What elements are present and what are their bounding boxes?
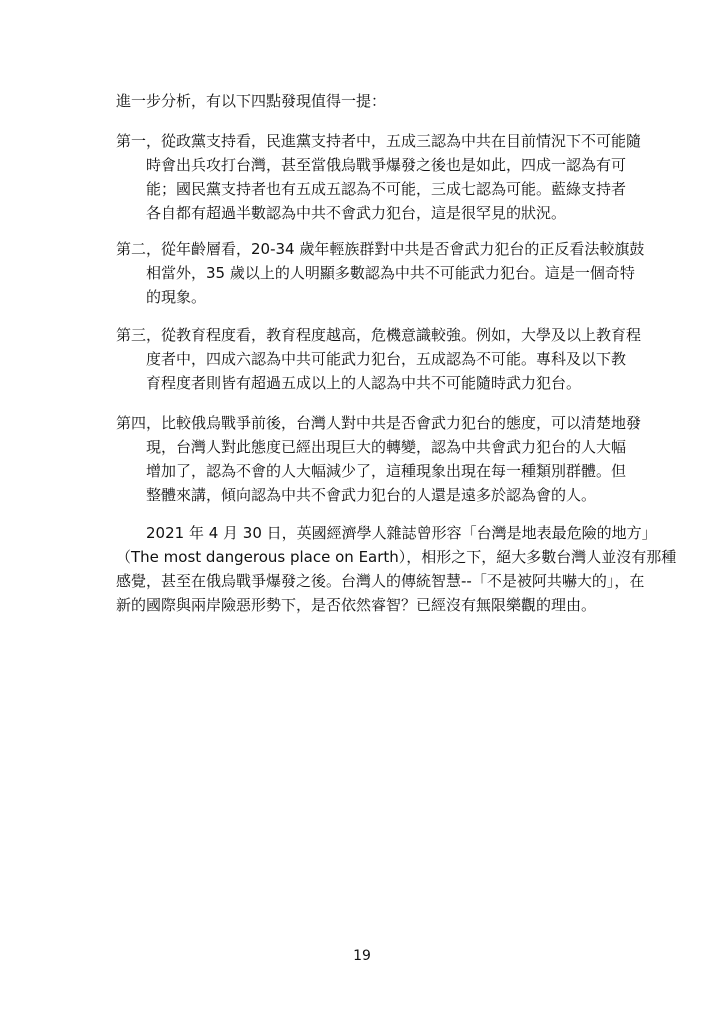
finding-point-2 bbox=[116, 237, 645, 309]
point-line: 相當外，35 歲以上的人明顯多數認為中共不可能武力犯台。這是一個奇特 bbox=[146, 264, 635, 282]
point-line: 整體來講，傾向認為中共不會武力犯台的人還是遠多於認為會的人。 bbox=[146, 486, 597, 504]
finding-point-3 bbox=[116, 323, 642, 395]
point-label: 第一， bbox=[116, 132, 162, 150]
finding-point-4 bbox=[116, 411, 642, 507]
point-line: 從政黨支持看，民進黨支持者中，五成三認為中共在目前情況下不可能隨 bbox=[161, 132, 642, 150]
closing-line: 2021 年 4 月 30 日，英國經濟學人雜誌曾形容「台灣是地表最危險的地方」 bbox=[146, 524, 657, 542]
point-line: 從教育程度看，教育程度越高，危機意識較強。例如，大學及以上教育程 bbox=[161, 326, 642, 344]
point-label: 第四， bbox=[116, 414, 162, 432]
point-line: 從年齡層看，20-34 歲年輕族群對中共是否會武力犯台的正反看法較旗鼓 bbox=[161, 240, 645, 258]
page-number: 19 bbox=[353, 948, 371, 964]
point-label: 第二， bbox=[116, 240, 162, 258]
closing-line: 感覺，甚至在俄烏戰爭爆發之後。台灣人的傳統智慧--「不是被阿共嚇大的」，在 bbox=[116, 572, 645, 590]
point-line: 度者中，四成六認為中共可能武力犯台，五成認為不可能。專科及以下教 bbox=[146, 350, 627, 368]
point-line: 能；國民黨支持者也有五成五認為不可能，三成七認為可能。藍綠支持者 bbox=[146, 180, 627, 198]
point-line: 的現象。 bbox=[146, 288, 207, 306]
point-line: 時會出兵攻打台灣，甚至當俄烏戰爭爆發之後也是如此，四成一認為有可 bbox=[146, 156, 627, 174]
point-line: 育程度者則皆有超過五成以上的人認為中共不可能隨時武力犯台。 bbox=[146, 374, 582, 392]
point-label: 第三， bbox=[116, 326, 162, 344]
finding-point-1 bbox=[116, 129, 642, 225]
intro-sentence: 進一步分析，有以下四點發現值得一提： bbox=[116, 92, 387, 110]
closing-line: （The most dangerous place on Earth），相形之下，絕大多數台灣人並沒有那種 bbox=[116, 548, 677, 566]
closing-paragraph bbox=[116, 521, 677, 617]
point-line: 比較俄烏戰爭前後，台灣人對中共是否會武力犯台的態度，可以清楚地發 bbox=[161, 414, 642, 432]
point-line: 增加了，認為不會的人大幅減少了，這種現象出現在每一種類別群體。但 bbox=[146, 462, 627, 480]
closing-line: 新的國際與兩岸險惡形勢下，是否依然睿智？已經沒有無限樂觀的理由。 bbox=[116, 596, 597, 614]
point-line: 現，台灣人對此態度已經出現巨大的轉變，認為中共會武力犯台的人大幅 bbox=[146, 438, 627, 456]
point-line: 各自都有超過半數認為中共不會武力犯台，這是很罕見的狀況。 bbox=[146, 204, 567, 222]
